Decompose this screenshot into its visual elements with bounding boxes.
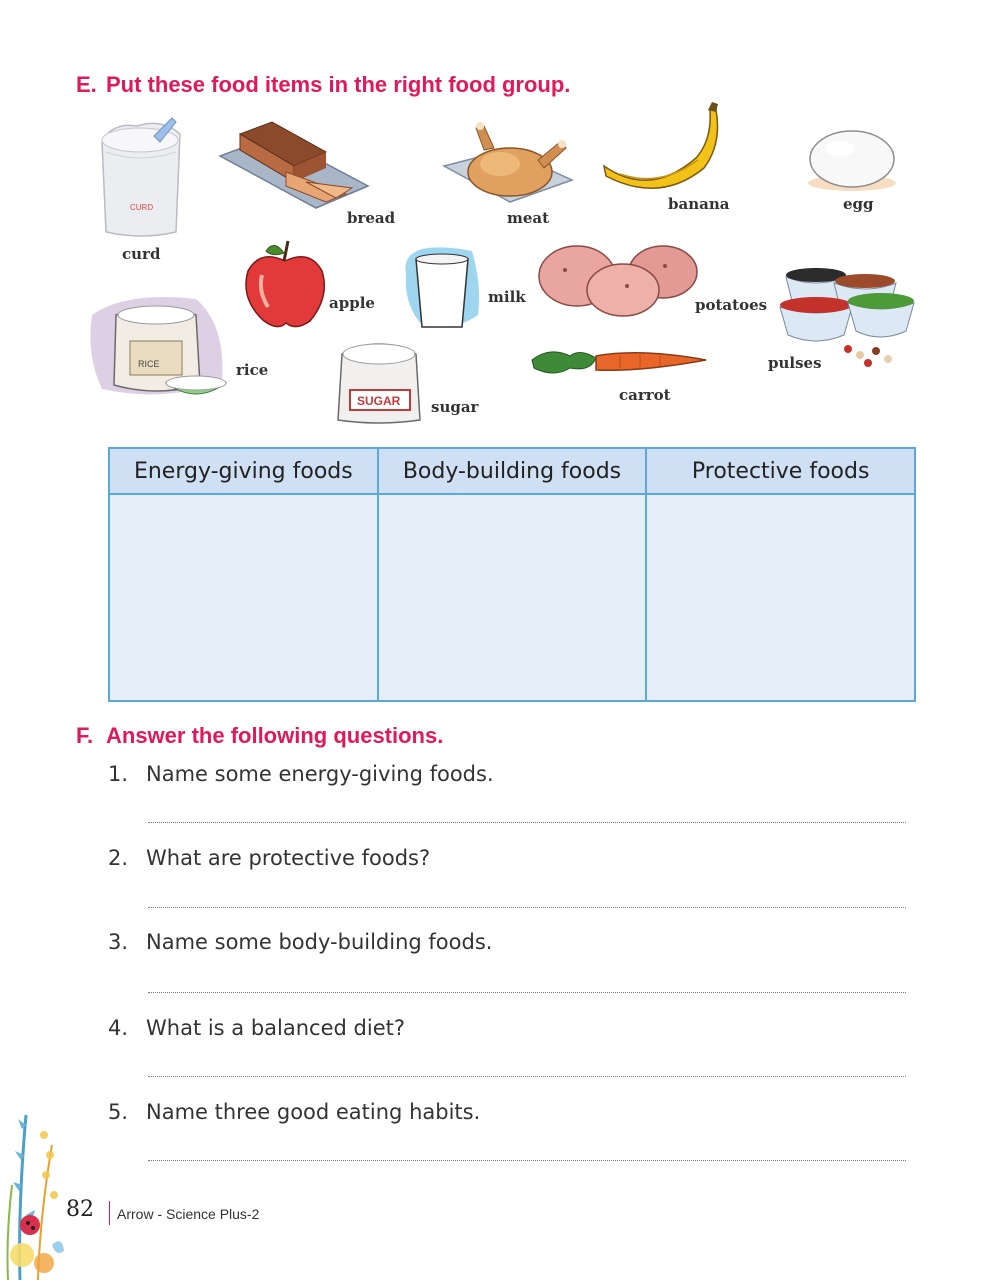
section-title: Answer the following questions. bbox=[106, 723, 444, 748]
footer-divider bbox=[109, 1201, 110, 1225]
section-letter: E. bbox=[76, 72, 97, 97]
section-title: Put these food items in the right food group. bbox=[106, 72, 571, 97]
question-number: 3. bbox=[108, 930, 129, 954]
header-body-building-foods: Body-building foods bbox=[378, 448, 647, 494]
question-text: Name some energy-giving foods. bbox=[146, 762, 494, 786]
answer-line-2[interactable] bbox=[148, 907, 906, 908]
egg-label: egg bbox=[843, 195, 874, 213]
apple-label: apple bbox=[329, 294, 375, 312]
meat-image bbox=[440, 120, 576, 210]
carrot-label: carrot bbox=[619, 386, 671, 404]
curd-label: curd bbox=[122, 245, 161, 263]
meat-label: meat bbox=[507, 209, 550, 227]
question-3 bbox=[108, 930, 492, 954]
floral-decoration bbox=[0, 1095, 66, 1280]
question-text: What is a balanced diet? bbox=[146, 1016, 405, 1040]
egg-image bbox=[796, 125, 906, 195]
question-text: Name some body-building foods. bbox=[146, 930, 493, 954]
answer-line-4[interactable] bbox=[148, 1076, 906, 1077]
potatoes-label: potatoes bbox=[695, 296, 768, 314]
question-text: What are protective foods? bbox=[146, 846, 431, 870]
answer-line-3[interactable] bbox=[148, 992, 906, 993]
carrot-image bbox=[530, 342, 710, 382]
question-number: 4. bbox=[108, 1016, 129, 1040]
question-text: Name three good eating habits. bbox=[146, 1100, 481, 1124]
question-number: 5. bbox=[108, 1100, 129, 1124]
header-protective-foods: Protective foods bbox=[646, 448, 915, 494]
energy-giving-foods-cell[interactable] bbox=[109, 494, 378, 701]
question-4 bbox=[108, 1016, 405, 1040]
milk-label: milk bbox=[488, 288, 526, 306]
page-number: 82 bbox=[66, 1197, 94, 1222]
section-f-heading bbox=[76, 723, 443, 749]
bread-image bbox=[216, 120, 371, 215]
answer-line-5[interactable] bbox=[148, 1160, 906, 1161]
potatoes-image bbox=[535, 240, 700, 320]
answer-line-1[interactable] bbox=[148, 822, 906, 823]
bread-label: bread bbox=[347, 209, 396, 227]
curd-carton-text: CURD bbox=[130, 203, 154, 212]
sugar-sack-text: SUGAR bbox=[357, 394, 401, 408]
rice-image bbox=[86, 285, 236, 403]
book-title: Arrow - Science Plus-2 bbox=[117, 1206, 260, 1222]
pulses-label: pulses bbox=[768, 354, 822, 372]
banana-label: banana bbox=[668, 195, 730, 213]
section-letter: F. bbox=[76, 723, 94, 748]
body-building-foods-cell[interactable] bbox=[378, 494, 647, 701]
sugar-label: sugar bbox=[431, 398, 479, 416]
question-2 bbox=[108, 846, 430, 870]
rice-sack-text: RICE bbox=[138, 359, 160, 369]
sugar-image bbox=[332, 330, 427, 425]
question-number: 2. bbox=[108, 846, 129, 870]
header-energy-giving-foods: Energy-giving foods bbox=[109, 448, 378, 494]
question-number: 1. bbox=[108, 762, 129, 786]
milk-image bbox=[402, 245, 484, 333]
rice-label: rice bbox=[236, 361, 269, 379]
banana-image bbox=[600, 100, 725, 195]
apple-image bbox=[240, 235, 330, 330]
food-groups-table bbox=[108, 447, 916, 702]
section-e-heading bbox=[76, 72, 570, 98]
curd-image bbox=[92, 112, 188, 240]
question-5 bbox=[108, 1100, 480, 1124]
question-1 bbox=[108, 762, 494, 786]
protective-foods-cell[interactable] bbox=[646, 494, 915, 701]
